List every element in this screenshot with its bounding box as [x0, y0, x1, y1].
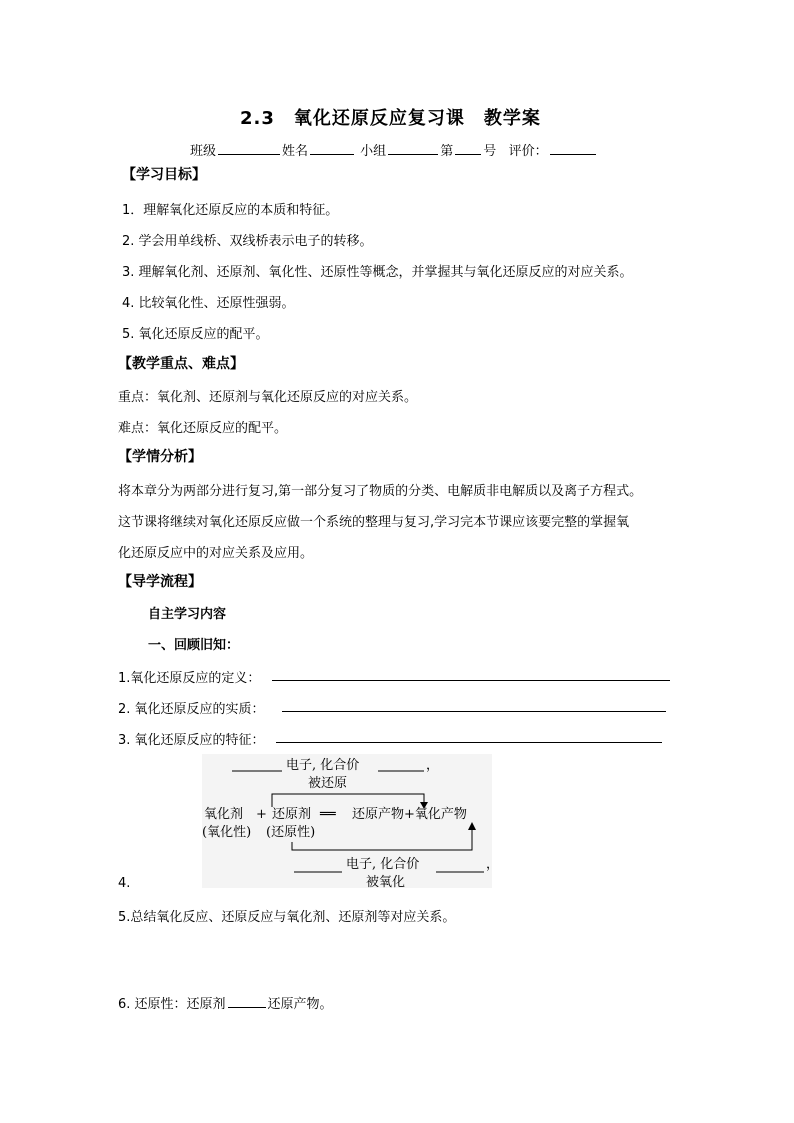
question-6 [118, 993, 333, 1012]
redox-diagram-svg [202, 754, 500, 890]
bottom-arrow-line [292, 830, 472, 850]
question-6-blank[interactable] [228, 995, 266, 1008]
question-6-prefix: 6. 还原性：还原剂 [118, 997, 226, 1012]
products: 还原产物+氧化产物 [352, 807, 467, 822]
redox-diagram [202, 754, 500, 890]
analysis-line: 将本章分为两部分进行复习,第一部分复习了物质的分类、电解质非电解质以及离子方程式。 [118, 484, 643, 499]
evaluation-blank[interactable] [550, 142, 596, 155]
bottom-electron-label: 电子, 化合价 [346, 857, 420, 872]
objectives-heading: 【学习目标】 [122, 167, 206, 183]
analysis-line: 化还原反应中的对应关系及应用。 [118, 546, 314, 561]
reduced-label: 被还原 [308, 776, 348, 791]
equals-sign: ══ [320, 807, 336, 822]
self-study-heading: 自主学习内容 [148, 607, 227, 622]
group-label: 小组 [360, 144, 387, 159]
bottom-comma: ， [486, 857, 500, 872]
answer-line-2[interactable] [282, 711, 666, 712]
objective-item: 2. 学会用单线桥、双线桥表示电子的转移。 [122, 234, 373, 249]
answer-line-3[interactable] [276, 742, 662, 743]
name-blank[interactable] [310, 142, 354, 155]
top-electron-label: 电子, 化合价 [286, 758, 360, 773]
number-blank[interactable] [455, 142, 481, 155]
evaluation-label: 评价： [508, 144, 548, 159]
class-blank[interactable] [218, 142, 280, 155]
analysis-heading: 【学情分析】 [118, 449, 202, 465]
number-prefix: 第 [440, 144, 454, 159]
review-heading: 一、回顾旧知： [148, 638, 240, 653]
name-label: 姓名 [282, 144, 309, 159]
bottom-arrow-head [468, 822, 476, 830]
top-arrow-line [272, 794, 424, 807]
question-4-number: 4. [118, 876, 131, 891]
objective-item: 4. 比较氧化性、还原性强弱。 [122, 296, 295, 311]
objective-item: 1．理解氧化还原反应的本质和特征。 [122, 203, 339, 218]
reductant: 还原剂 [272, 807, 312, 822]
focus-line: 重点：氧化剂、还原剂与氧化还原反应的对应关系。 [118, 390, 418, 405]
question-5: 5.总结氧化反应、还原反应与氧化剂、还原剂等对应关系。 [118, 910, 456, 925]
oxidant: 氧化剂 [204, 807, 244, 822]
oxidizing-label: (氧化性) [202, 825, 252, 840]
keypoints-heading: 【教学重点、难点】 [118, 356, 244, 372]
top-comma: ， [426, 758, 440, 773]
objective-item: 5. 氧化还原反应的配平。 [122, 327, 269, 342]
question-2: 2. 氧化还原反应的实质： [118, 702, 265, 717]
answer-line-1[interactable] [272, 680, 670, 681]
class-label: 班级 [190, 144, 217, 159]
objective-item: 3. 理解氧化剂、还原剂、氧化性、还原性等概念，并掌握其与氧化还原反应的对应关系。 [122, 265, 633, 280]
number-suffix: 号 [483, 144, 497, 159]
question-3: 3. 氧化还原反应的特征： [118, 733, 265, 748]
flow-heading: 【导学流程】 [118, 574, 202, 590]
question-6-suffix: 还原产物。 [267, 997, 333, 1012]
page-title: 2.3 氧化还原反应复习课 教学案 [240, 108, 541, 129]
plus-sign: + [256, 807, 267, 822]
difficulty-line: 难点：氧化还原反应的配平。 [118, 421, 288, 436]
student-info-line [190, 140, 598, 159]
group-blank[interactable] [388, 142, 438, 155]
oxidized-label: 被氧化 [366, 875, 406, 890]
question-1: 1.氧化还原反应的定义： [118, 671, 261, 686]
analysis-line: 这节课将继续对氧化还原反应做一个系统的整理与复习,学习完本节课应该要完整的掌握氧 [118, 515, 630, 530]
reducing-label: (还原性) [266, 825, 316, 840]
